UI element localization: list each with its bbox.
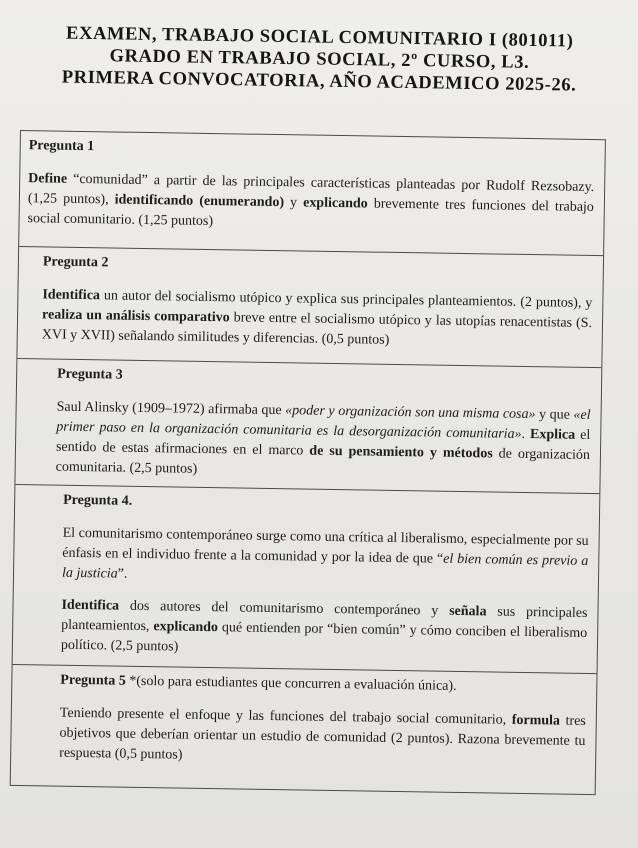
question-5-body (59, 704, 586, 772)
question-2-body (42, 285, 593, 354)
text-segment: Define (28, 171, 68, 187)
text-segment: y (283, 195, 304, 211)
text-segment: ”. (117, 566, 128, 582)
question-4 (13, 485, 600, 674)
text-segment: “comunidad” a partir de las principales características planteadas por Rudolf Rezsobazy. (1,25 puntos), (27, 171, 595, 208)
question-2-title: Pregunta 2 (42, 254, 109, 271)
text-segment: qué entienden por “bien común” y cómo conciben el liberalismo político. (2,5 puntos) (60, 620, 588, 655)
text-segment: explicando (153, 619, 219, 636)
text-segment: un autor del socialismo utópico y explica sus principales planteamientos. (2 puntos), y (99, 288, 593, 312)
text-segment: tres objetivos que deberían orientar un estudio de comunidad (2 puntos). Razona brevemente tu respuesta (0,5 puntos) (59, 713, 586, 763)
text-segment: «el primer paso en la organización comunitaria es la desorganización comunitaria» (56, 407, 591, 442)
text-segment: el bien común es previo a la justicia (61, 551, 589, 582)
text-segment: señala (449, 603, 487, 620)
question-3-title: Pregunta 3 (57, 366, 123, 383)
text-segment: de organización comunitaria. (2,5 puntos) (55, 446, 591, 477)
question-4-task (61, 596, 588, 664)
question-1-body (27, 169, 594, 238)
text-segment: Teniendo presente el enfoque y las funciones del trabajo social comunitario, (59, 705, 512, 728)
header-line-1: EXAMEN, TRABAJO SOCIAL COMUNITARIO I (801011) (65, 23, 574, 52)
text-segment: El comunitarismo contemporáneo surge como una crítica al liberalismo, especialmente por su énfasis en el individuo frente a la comunidad y por la idea de que “ (62, 525, 589, 567)
text-segment: y que (535, 407, 574, 423)
question-3-body (56, 398, 591, 486)
text-segment: formula (511, 712, 561, 729)
question-3 (15, 359, 601, 494)
text-segment: el sentido de estas afirmaciones en el marco (55, 427, 591, 459)
question-5-note: *(solo para estudiantes que concurren a evaluación única). (125, 673, 457, 694)
exam-header (29, 22, 610, 97)
question-1 (19, 131, 605, 256)
text-segment: realiza un análisis comparativo (41, 307, 230, 326)
question-4-title: Pregunta 4. (63, 492, 133, 509)
question-5-title: Pregunta 5 (60, 672, 126, 689)
text-segment: dos autores del comunitarismo contemporáneo y (118, 598, 450, 619)
question-2 (17, 247, 603, 368)
text-segment: sus principales planteamientos, (61, 604, 588, 635)
text-segment: Identifica (61, 597, 120, 614)
question-5 (11, 665, 597, 794)
text-segment: de su pensamiento y métodos (309, 443, 493, 462)
question-4-intro (62, 524, 589, 592)
text-segment: Identifica (42, 287, 101, 304)
text-segment: Saul Alinsky (1909–1972) afirmaba que (56, 399, 286, 419)
questions-table (10, 130, 606, 795)
header-line-3: PRIMERA CONVOCATORIA, AÑO ACADEMICO 2025-26. (61, 67, 577, 96)
text-segment: brevemente tres funciones del trabajo social comunitario. (1,25 puntos) (27, 196, 594, 230)
question-5-title-row (60, 672, 586, 698)
text-segment: explicando (303, 195, 368, 212)
header-line-2: GRADO EN TRABAJO SOCIAL, 2º CURSO, L3. (109, 46, 530, 73)
question-1-title: Pregunta 1 (28, 138, 95, 155)
text-segment: breve entre el socialismo utópico y las utopías renacentistas (S. XVI y XVII) señalando similitudes y diferencias. (0,5 puntos) (41, 310, 593, 348)
text-segment: «poder y organización son una misma cosa» (285, 403, 536, 423)
text-segment: identificando (enumerando) (114, 192, 285, 211)
text-segment: . (521, 426, 531, 443)
text-segment: Explica (529, 427, 576, 443)
